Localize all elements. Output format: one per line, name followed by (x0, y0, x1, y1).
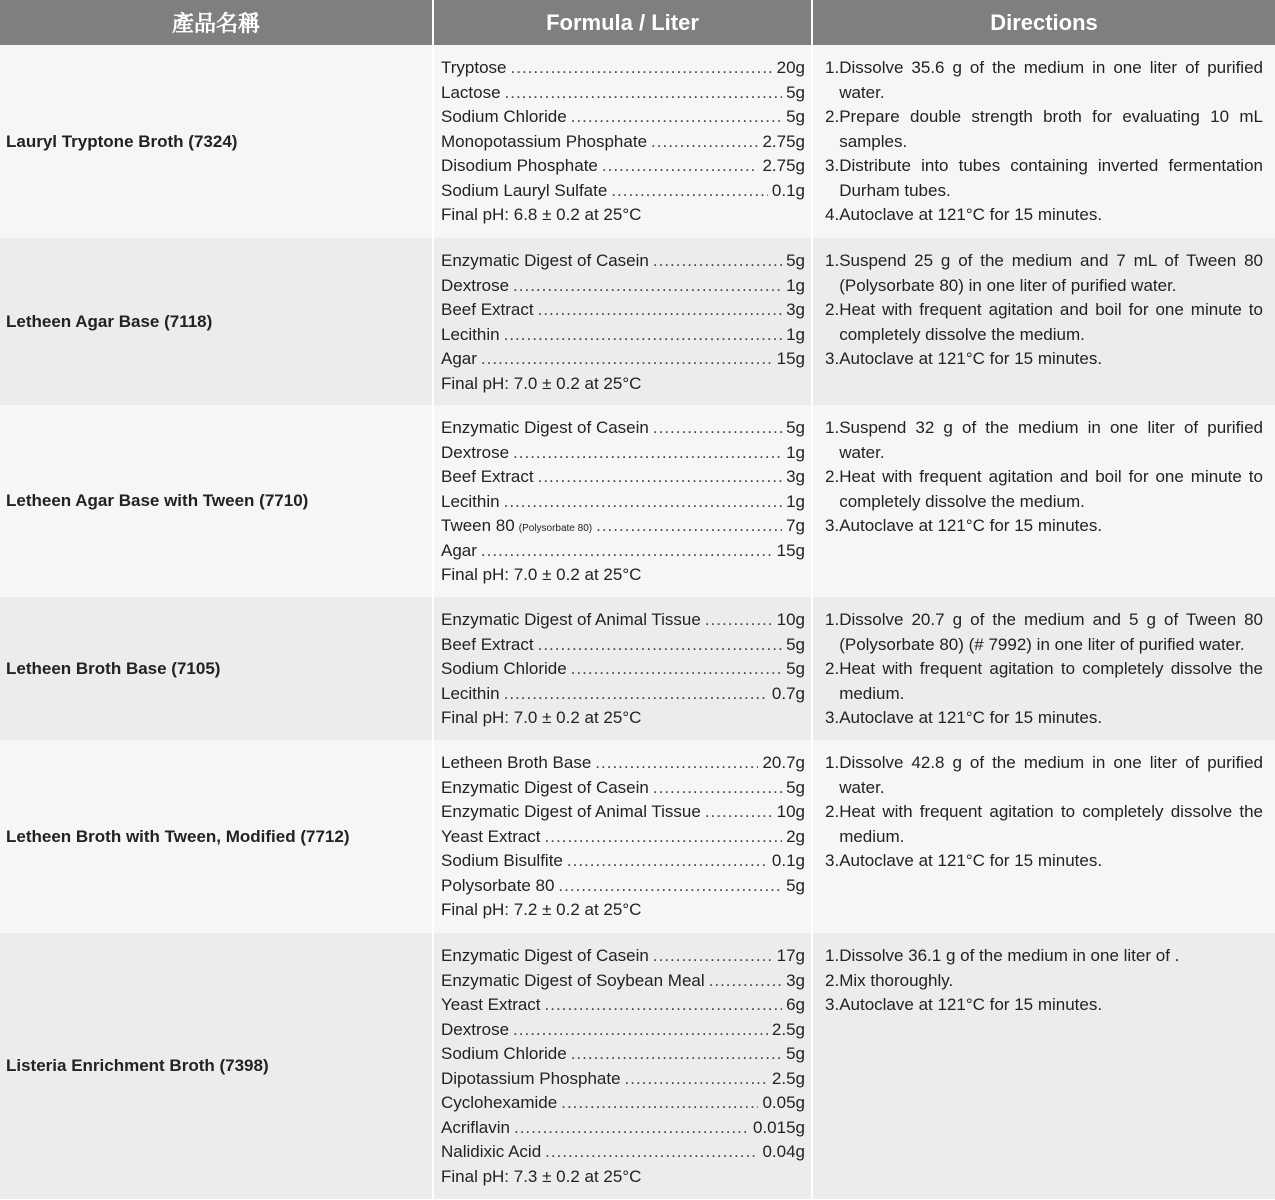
direction-step (825, 514, 1263, 539)
step-text: Autoclave at 121°C for 15 minutes. (839, 995, 1103, 1014)
header-product: 產品名稱 (0, 0, 433, 45)
product-name: Listeria Enrichment Broth (7398) (0, 933, 433, 1199)
step-number: 3. (825, 995, 840, 1014)
ingredient-amount: 10g (776, 802, 805, 821)
ingredient-line (441, 874, 805, 899)
final-ph: Final pH: 7.2 ± 0.2 at 25°C (441, 900, 642, 919)
ingredient-name: Tryptose (441, 58, 507, 77)
ingredient-line (441, 105, 805, 130)
dot-leader (504, 490, 782, 515)
step-number: 2. (825, 659, 840, 678)
product-name: Letheen Agar Base with Tween (7710) (0, 405, 433, 597)
direction-step (825, 249, 1263, 298)
dot-leader (558, 874, 782, 899)
step-text: Dissolve 35.6 g of the medium in one liter of purified water. (839, 58, 1263, 102)
direction-step (825, 751, 1263, 800)
ingredient-name: Nalidixic Acid (441, 1142, 542, 1161)
ingredient-line (441, 751, 805, 776)
ingredient-line (441, 347, 805, 372)
ingredient-line (441, 944, 805, 969)
formula-cell (433, 740, 812, 933)
ingredient-name: Enzymatic Digest of Soybean Meal (441, 970, 705, 990)
ingredient-amount: 0.7g (771, 683, 805, 703)
ingredient-line (441, 298, 805, 323)
ingredient-name: Enzymatic Digest of Casein (441, 946, 649, 965)
ingredient-line (441, 249, 805, 274)
ingredient-name: Letheen Broth Base (441, 753, 592, 772)
table-row (0, 933, 1275, 1199)
final-ph: Final pH: 7.0 ± 0.2 at 25°C (441, 373, 642, 393)
ingredient-name: Sodium Bisulfite (441, 851, 563, 870)
step-number: 4. (825, 205, 840, 224)
ingredient-name: Beef Extract (441, 467, 534, 486)
ingredient-name: Monopotassium Phosphate (441, 131, 648, 151)
step-text: Autoclave at 121°C for 15 minutes. (839, 516, 1103, 535)
ingredient-line (441, 1116, 805, 1141)
dot-leader (653, 776, 782, 801)
dot-leader (571, 105, 782, 130)
step-text: Dissolve 42.8 g of the medium in one liter of purified water. (839, 753, 1263, 797)
ingredient-name: Yeast Extract (441, 826, 541, 846)
step-number: 3. (825, 349, 840, 368)
ingredient-amount: 2.5g (771, 1068, 805, 1088)
step-text: Autoclave at 121°C for 15 minutes. (839, 349, 1103, 368)
ingredient-line (441, 969, 805, 994)
direction-step (825, 56, 1263, 105)
ingredient-amount: 1g (786, 442, 805, 462)
ingredient-name: Enzymatic Digest of Casein (441, 777, 649, 797)
direction-step (825, 608, 1263, 657)
ingredient-amount: 5g (786, 659, 805, 678)
dot-leader (545, 1140, 758, 1165)
dot-leader (611, 179, 768, 204)
ingredient-name: Yeast Extract (441, 995, 541, 1014)
table-row (0, 597, 1275, 740)
ingredient-line (441, 416, 805, 441)
dot-leader (571, 1042, 782, 1067)
ingredient-line (441, 1140, 805, 1165)
ingredient-amount: 1g (786, 324, 805, 344)
dot-leader (705, 608, 773, 633)
step-text: Prepare double strength broth for evaluating 10 mL samples. (839, 107, 1263, 151)
direction-step (825, 800, 1263, 849)
ingredient-line (441, 608, 805, 633)
dot-leader (514, 1116, 749, 1141)
step-number: 2. (825, 467, 840, 486)
ingredient-amount: 5g (786, 634, 805, 654)
step-number: 3. (825, 516, 840, 535)
directions-cell (812, 238, 1275, 405)
step-text: Suspend 32 g of the medium in one liter of purified water. (839, 418, 1263, 462)
dot-leader (653, 416, 782, 441)
ingredient-amount: 20.7g (762, 753, 805, 772)
ingredient-line (441, 849, 805, 874)
ingredient-amount: 7g (786, 516, 805, 535)
ingredient-line (441, 514, 805, 539)
ingredient-amount: 3g (786, 970, 805, 990)
ingredient-line (441, 1091, 805, 1116)
ingredient-line (441, 825, 805, 850)
ingredient-amount: 3g (786, 300, 805, 319)
ingredient-amount: 5g (786, 251, 805, 270)
step-number: 1. (825, 58, 840, 77)
ingredient-name: Sodium Chloride (441, 659, 567, 678)
ingredient-amount: 5g (786, 82, 805, 102)
ingredient-name: Enzymatic Digest of Animal Tissue (441, 610, 701, 629)
ingredient-amount: 0.015g (753, 1117, 805, 1137)
direction-step (825, 416, 1263, 465)
step-number: 1. (825, 753, 840, 772)
ingredient-amount: 0.1g (771, 180, 805, 200)
product-name: Letheen Agar Base (7118) (0, 238, 433, 405)
step-text: Distribute into tubes containing inverted fermentation Durham tubes. (839, 156, 1263, 200)
step-text: Dissolve 36.1 g of the medium in one liter of . (839, 946, 1180, 965)
dot-leader (596, 514, 782, 539)
formula-cell (433, 933, 812, 1199)
ingredient-amount: 5g (786, 875, 805, 895)
ingredient-line (441, 1042, 805, 1067)
dot-leader (567, 849, 768, 874)
ingredient-line (441, 633, 805, 658)
ingredient-line (441, 1018, 805, 1043)
ingredient-amount: 17g (776, 946, 805, 965)
dot-leader (602, 154, 759, 179)
step-number: 2. (825, 300, 840, 319)
final-ph: Final pH: 6.8 ± 0.2 at 25°C (441, 205, 642, 224)
ingredient-name: Polysorbate 80 (441, 875, 555, 895)
step-text: Mix thoroughly. (839, 970, 954, 990)
ingredient-amount: 2.5g (771, 1019, 805, 1039)
ingredient-name: Enzymatic Digest of Animal Tissue (441, 802, 701, 821)
ingredient-amount: 15g (776, 540, 805, 560)
ingredient-name: Lactose (441, 82, 501, 102)
dot-leader (511, 56, 773, 81)
ingredient-name: Lecithin (441, 683, 500, 703)
dot-leader (513, 1018, 768, 1043)
direction-step (825, 154, 1263, 203)
ingredient-name: Enzymatic Digest of Casein (441, 418, 649, 437)
step-number: 3. (825, 708, 840, 727)
ingredient-name: Beef Extract (441, 300, 534, 319)
ingredient-note: (Polysorbate 80) (518, 523, 593, 534)
ingredient-name: Agar (441, 540, 477, 560)
step-text: Heat with frequent agitation to completely dissolve the medium. (839, 659, 1263, 703)
header-directions: Directions (812, 0, 1275, 45)
dot-leader (513, 274, 782, 299)
dot-leader (481, 539, 773, 564)
direction-step (825, 993, 1263, 1018)
direction-step (825, 347, 1263, 372)
ingredient-amount: 5g (786, 418, 805, 437)
ingredient-name: Lecithin (441, 324, 500, 344)
formula-cell (433, 238, 812, 405)
step-text: Autoclave at 121°C for 15 minutes. (839, 708, 1103, 727)
ingredient-name: Tween 80 (441, 516, 515, 535)
table-body (0, 45, 1275, 1199)
directions-cell (812, 933, 1275, 1199)
dot-leader (705, 800, 773, 825)
ingredient-line (441, 993, 805, 1018)
direction-step (825, 465, 1263, 514)
dot-leader (571, 657, 782, 682)
ingredient-name: Sodium Chloride (441, 1044, 567, 1063)
ingredient-amount: 6g (786, 995, 805, 1014)
directions-cell (812, 45, 1275, 238)
ingredient-line (441, 56, 805, 81)
ingredient-amount: 15g (776, 349, 805, 368)
final-ph: Final pH: 7.0 ± 0.2 at 25°C (441, 565, 642, 584)
step-text: Dissolve 20.7 g of the medium and 5 g of Tween 80 (Polysorbate 80) (# 7992) in one liter of purified water. (839, 610, 1263, 654)
ingredient-amount: 1g (786, 491, 805, 511)
ingredient-amount: 20g (776, 58, 805, 77)
ingredient-name: Acriflavin (441, 1117, 510, 1137)
step-text: Autoclave at 121°C for 15 minutes. (839, 851, 1103, 870)
formula-cell (433, 45, 812, 238)
ingredient-name: Dextrose (441, 275, 510, 295)
ingredient-name: Lecithin (441, 491, 500, 511)
ingredient-line (441, 154, 805, 179)
header-formula: Formula / Liter (433, 0, 812, 45)
ingredient-amount: 5g (786, 1044, 805, 1063)
header-row (0, 0, 1275, 45)
ingredient-name: Enzymatic Digest of Casein (441, 251, 649, 270)
dot-leader (709, 969, 782, 994)
step-number: 1. (825, 946, 840, 965)
direction-step (825, 298, 1263, 347)
direction-step (825, 203, 1263, 228)
step-number: 2. (825, 107, 840, 126)
ingredient-amount: 0.04g (762, 1142, 805, 1161)
dot-leader (538, 633, 782, 658)
ingredient-amount: 3g (786, 467, 805, 486)
final-ph: Final pH: 7.3 ± 0.2 at 25°C (441, 1166, 642, 1186)
final-ph: Final pH: 7.0 ± 0.2 at 25°C (441, 708, 642, 727)
ingredient-line (441, 323, 805, 348)
dot-leader (545, 825, 783, 850)
dot-leader (538, 298, 782, 323)
dot-leader (653, 944, 773, 969)
dot-leader (545, 993, 783, 1018)
dot-leader (651, 130, 758, 155)
ingredient-line (441, 274, 805, 299)
step-number: 1. (825, 610, 840, 629)
dot-leader (481, 347, 773, 372)
step-number: 3. (825, 851, 840, 870)
dot-leader (505, 81, 783, 106)
dot-leader (504, 323, 782, 348)
direction-step (825, 105, 1263, 154)
ingredient-name: Dextrose (441, 442, 510, 462)
ingredient-name: Dipotassium Phosphate (441, 1068, 621, 1088)
direction-step (825, 969, 1263, 994)
ingredient-line (441, 130, 805, 155)
ingredient-amount: 2.75g (762, 131, 805, 151)
step-number: 3. (825, 156, 840, 175)
ingredient-line (441, 800, 805, 825)
ingredient-line (441, 682, 805, 707)
formula-cell (433, 597, 812, 740)
step-text: Autoclave at 121°C for 15 minutes. (839, 205, 1103, 224)
ingredient-amount: 2g (786, 826, 805, 846)
step-number: 2. (825, 970, 840, 990)
ingredient-line (441, 81, 805, 106)
dot-leader (504, 682, 768, 707)
ingredient-amount: 5g (786, 107, 805, 126)
ingredient-line (441, 539, 805, 564)
ingredient-line (441, 465, 805, 490)
ingredient-line (441, 776, 805, 801)
table-row (0, 405, 1275, 597)
ingredient-name: Cyclohexamide (441, 1093, 558, 1112)
product-name: Letheen Broth with Tween, Modified (7712) (0, 740, 433, 933)
product-name: Lauryl Tryptone Broth (7324) (0, 45, 433, 238)
ingredient-line (441, 657, 805, 682)
direction-step (825, 657, 1263, 706)
ingredient-name: Sodium Lauryl Sulfate (441, 180, 608, 200)
table-row (0, 740, 1275, 933)
ingredient-amount: 0.1g (771, 851, 805, 870)
table-row (0, 45, 1275, 238)
ingredient-line (441, 1067, 805, 1092)
direction-step (825, 944, 1263, 969)
step-text: Heat with frequent agitation to completely dissolve the medium. (839, 802, 1263, 846)
direction-step (825, 706, 1263, 731)
direction-step (825, 849, 1263, 874)
ingredient-amount: 0.05g (762, 1093, 805, 1112)
ingredient-amount: 2.75g (762, 156, 805, 175)
formula-cell (433, 405, 812, 597)
step-number: 2. (825, 802, 840, 821)
ingredient-name: Agar (441, 349, 477, 368)
ingredient-name: Beef Extract (441, 634, 534, 654)
ingredient-line (441, 441, 805, 466)
dot-leader (595, 751, 758, 776)
step-number: 1. (825, 251, 840, 270)
step-text: Heat with frequent agitation and boil for one minute to completely dissolve the medium. (839, 300, 1263, 344)
ingredient-name: Disodium Phosphate (441, 156, 598, 175)
step-text: Suspend 25 g of the medium and 7 mL of Tween 80 (Polysorbate 80) in one liter of purified water. (839, 251, 1263, 295)
step-text: Heat with frequent agitation and boil for one minute to completely dissolve the medium. (839, 467, 1263, 511)
directions-cell (812, 405, 1275, 597)
dot-leader (513, 441, 782, 466)
ingredient-amount: 1g (786, 275, 805, 295)
ingredient-line (441, 179, 805, 204)
step-number: 1. (825, 418, 840, 437)
product-name: Letheen Broth Base (7105) (0, 597, 433, 740)
dot-leader (653, 249, 782, 274)
ingredient-amount: 5g (786, 777, 805, 797)
dot-leader (561, 1091, 758, 1116)
ingredient-line (441, 490, 805, 515)
table-row (0, 238, 1275, 405)
ingredient-amount: 10g (776, 610, 805, 629)
directions-cell (812, 597, 1275, 740)
dot-leader (538, 465, 782, 490)
ingredient-name: Sodium Chloride (441, 107, 567, 126)
dot-leader (625, 1067, 768, 1092)
directions-cell (812, 740, 1275, 933)
ingredient-name: Dextrose (441, 1019, 510, 1039)
